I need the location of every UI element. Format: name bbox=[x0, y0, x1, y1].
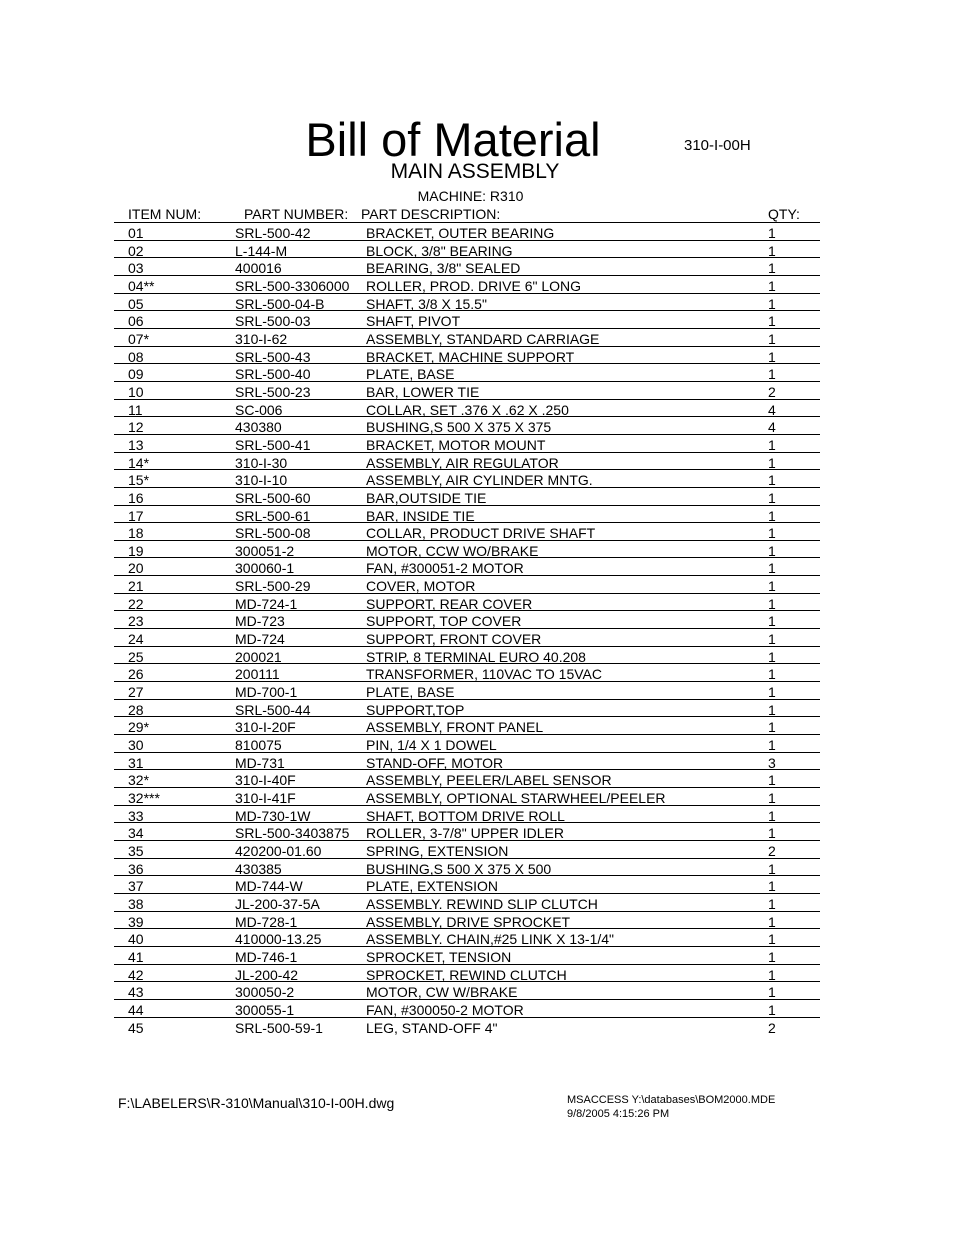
table-row bbox=[114, 400, 820, 418]
part-number-cell: 300051-2 bbox=[235, 542, 295, 559]
qty-cell: 1 bbox=[768, 807, 776, 824]
part-description-cell: SHAFT, BOTTOM DRIVE ROLL bbox=[366, 807, 565, 824]
table-row bbox=[114, 576, 820, 594]
qty-cell: 1 bbox=[768, 472, 776, 489]
part-number-cell: SRL-500-43 bbox=[235, 348, 311, 365]
part-description-cell: SPROCKET, REWIND CLUTCH bbox=[366, 966, 567, 983]
part-number-cell: 310-I-20F bbox=[235, 719, 296, 736]
part-number-header: PART NUMBER: bbox=[244, 206, 349, 222]
item-num-cell: 10 bbox=[128, 383, 144, 400]
part-description-cell: BAR, INSIDE TIE bbox=[366, 507, 475, 524]
table-row bbox=[114, 700, 820, 718]
part-description-cell: ASSEMBLY. REWIND SLIP CLUTCH bbox=[366, 895, 598, 912]
part-number-cell: 420200-01.60 bbox=[235, 842, 322, 859]
item-num-cell: 12 bbox=[128, 419, 144, 436]
item-num-cell: 41 bbox=[128, 948, 144, 965]
part-number-cell: SRL-500-41 bbox=[235, 436, 311, 453]
item-num-cell: 26 bbox=[128, 666, 144, 683]
table-row bbox=[114, 382, 820, 400]
qty-cell: 1 bbox=[768, 931, 776, 948]
item-num-cell: 13 bbox=[128, 436, 144, 453]
part-number-cell: SRL-500-59-1 bbox=[235, 1019, 323, 1036]
table-row bbox=[114, 241, 820, 259]
table-row bbox=[114, 364, 820, 382]
table-row bbox=[114, 664, 820, 682]
part-number-cell: JL-200-37-5A bbox=[235, 895, 320, 912]
part-number-cell: MD-746-1 bbox=[235, 948, 298, 965]
item-num-cell: 17 bbox=[128, 507, 144, 524]
qty-cell: 1 bbox=[768, 525, 776, 542]
qty-cell: 1 bbox=[768, 595, 776, 612]
part-number-cell: MD-731 bbox=[235, 754, 285, 771]
item-num-cell: 07* bbox=[128, 330, 150, 347]
item-num-cell: 18 bbox=[128, 525, 144, 542]
item-num-cell: 04** bbox=[128, 277, 155, 294]
item-num-cell: 32*** bbox=[128, 790, 160, 806]
item-num-cell: 24 bbox=[128, 631, 144, 648]
table-row bbox=[114, 347, 820, 365]
table-row bbox=[114, 453, 820, 471]
table-row bbox=[114, 523, 820, 541]
part-description-cell: SHAFT, PIVOT bbox=[366, 313, 461, 330]
item-num-cell: 25 bbox=[128, 648, 144, 665]
part-description-cell: MOTOR, CCW WO/BRAKE bbox=[366, 542, 539, 559]
part-description-cell: BLOCK, 3/8" BEARING bbox=[366, 242, 513, 259]
part-description-cell: COLLAR, SET .376 X .62 X .250 bbox=[366, 401, 569, 418]
qty-cell: 2 bbox=[768, 1019, 776, 1036]
item-num-cell: 03 bbox=[128, 260, 144, 277]
qty-cell: 1 bbox=[768, 454, 776, 471]
table-row bbox=[114, 311, 820, 329]
qty-cell: 1 bbox=[768, 277, 776, 294]
qty-cell: 4 bbox=[768, 419, 776, 436]
table-row bbox=[114, 629, 820, 647]
item-num-cell: 34 bbox=[128, 825, 144, 842]
part-description-cell: SUPPORT, FRONT COVER bbox=[366, 631, 542, 648]
part-number-cell: 200021 bbox=[235, 648, 282, 665]
part-number-cell: MD-744-W bbox=[235, 878, 303, 895]
table-row bbox=[114, 753, 820, 771]
part-number-cell: SRL-500-08 bbox=[235, 525, 311, 542]
item-num-cell: 39 bbox=[128, 913, 144, 930]
table-row bbox=[114, 541, 820, 559]
bom-table bbox=[114, 222, 820, 1035]
part-description-cell: BEARING, 3/8" SEALED bbox=[366, 260, 521, 277]
table-row bbox=[114, 841, 820, 859]
table-row bbox=[114, 717, 820, 735]
part-description-cell: ASSEMBLY, DRIVE SPROCKET bbox=[366, 913, 571, 930]
qty-cell: 4 bbox=[768, 401, 776, 418]
part-description-cell: SUPPORT, TOP COVER bbox=[366, 613, 522, 630]
table-row bbox=[114, 876, 820, 894]
qty-cell: 1 bbox=[768, 507, 776, 524]
table-row bbox=[114, 329, 820, 347]
item-num-cell: 23 bbox=[128, 613, 144, 630]
item-num-cell: 27 bbox=[128, 684, 144, 701]
part-number-cell: MD-730-1W bbox=[235, 807, 311, 824]
table-row bbox=[114, 258, 820, 276]
table-row bbox=[114, 594, 820, 612]
part-number-cell: SRL-500-61 bbox=[235, 507, 311, 524]
part-number-cell: 810075 bbox=[235, 737, 282, 754]
machine-label: MACHINE: R310 bbox=[417, 188, 524, 204]
table-row bbox=[114, 894, 820, 912]
item-num-cell: 32* bbox=[128, 772, 150, 789]
part-number-cell: SRL-500-42 bbox=[235, 225, 311, 241]
qty-cell: 3 bbox=[768, 754, 776, 771]
table-row bbox=[114, 558, 820, 576]
qty-cell: 1 bbox=[768, 631, 776, 648]
part-description-cell: BAR, LOWER TIE bbox=[366, 383, 480, 400]
part-number-cell: 200111 bbox=[235, 666, 280, 683]
part-description-cell: ASSEMBLY, FRONT PANEL bbox=[366, 719, 544, 736]
qty-cell: 1 bbox=[768, 348, 776, 365]
part-number-cell: SC-006 bbox=[235, 401, 283, 418]
part-number-cell: 430380 bbox=[235, 419, 282, 436]
part-number-cell: SRL-500-3403875 bbox=[235, 825, 350, 842]
item-num-cell: 40 bbox=[128, 931, 144, 948]
qty-cell: 1 bbox=[768, 313, 776, 330]
qty-cell: 2 bbox=[768, 383, 776, 400]
part-description-cell: BRACKET, MOTOR MOUNT bbox=[366, 436, 546, 453]
item-num-cell: 33 bbox=[128, 807, 144, 824]
qty-cell: 1 bbox=[768, 366, 776, 383]
part-number-cell: SRL-500-44 bbox=[235, 701, 311, 718]
table-row bbox=[114, 223, 820, 241]
part-number-cell: MD-728-1 bbox=[235, 913, 298, 930]
table-row bbox=[114, 417, 820, 435]
table-row bbox=[114, 965, 820, 983]
item-num-cell: 38 bbox=[128, 895, 144, 912]
table-row bbox=[114, 982, 820, 1000]
page-title: Bill of Material bbox=[305, 113, 601, 166]
part-number-cell: 430385 bbox=[235, 860, 282, 877]
qty-cell: 1 bbox=[768, 913, 776, 930]
part-number-cell: SRL-500-60 bbox=[235, 489, 311, 506]
part-number-cell: 310-I-10 bbox=[235, 472, 288, 489]
qty-cell: 1 bbox=[768, 666, 776, 683]
part-description-cell: LEG, STAND-OFF 4" bbox=[366, 1019, 498, 1036]
qty-cell: 1 bbox=[768, 648, 776, 665]
part-description-cell: ASSEMBLY, AIR CYLINDER MNTG. bbox=[366, 472, 593, 489]
qty-cell: 1 bbox=[768, 878, 776, 895]
table-row bbox=[114, 912, 820, 930]
part-number-cell: SRL-500-40 bbox=[235, 366, 311, 383]
table-row bbox=[114, 294, 820, 312]
table-row bbox=[114, 806, 820, 824]
qty-cell: 1 bbox=[768, 772, 776, 789]
part-description-cell: ASSEMBLY, PEELER/LABEL SENSOR bbox=[366, 772, 612, 789]
qty-cell: 1 bbox=[768, 948, 776, 965]
part-description-cell: BRACKET, MACHINE SUPPORT bbox=[366, 348, 575, 365]
drawing-file-path: F:\LABELERS\R-310\Manual\310-I-00H.dwg bbox=[118, 1095, 395, 1111]
assembly-subtitle: MAIN ASSEMBLY bbox=[390, 160, 560, 183]
item-num-cell: 36 bbox=[128, 860, 144, 877]
qty-cell: 1 bbox=[768, 436, 776, 453]
qty-cell: 1 bbox=[768, 719, 776, 736]
part-number-cell: SRL-500-23 bbox=[235, 383, 311, 400]
database-info bbox=[567, 1093, 775, 1121]
part-number-cell: MD-724-1 bbox=[235, 595, 298, 612]
item-num-cell: 21 bbox=[128, 578, 144, 595]
item-num-cell: 43 bbox=[128, 984, 144, 1001]
qty-cell: 1 bbox=[768, 1001, 776, 1018]
qty-cell: 1 bbox=[768, 966, 776, 983]
table-row bbox=[114, 947, 820, 965]
part-number-cell: MD-723 bbox=[235, 613, 285, 630]
print-timestamp: 9/8/2005 4:15:26 PM bbox=[567, 1108, 670, 1120]
item-num-cell: 06 bbox=[128, 313, 144, 330]
table-row bbox=[114, 859, 820, 877]
item-num-cell: 09 bbox=[128, 366, 144, 383]
item-num-cell: 02 bbox=[128, 242, 144, 259]
item-num-cell: 45 bbox=[128, 1019, 144, 1036]
item-num-cell: 30 bbox=[128, 737, 144, 754]
qty-cell: 1 bbox=[768, 895, 776, 912]
table-row bbox=[114, 647, 820, 665]
part-description-cell: SPROCKET, TENSION bbox=[366, 948, 512, 965]
item-num-cell: 05 bbox=[128, 295, 144, 312]
table-row bbox=[114, 435, 820, 453]
qty-cell: 1 bbox=[768, 489, 776, 506]
item-num-cell: 16 bbox=[128, 489, 144, 506]
item-num-header: ITEM NUM: bbox=[128, 206, 202, 222]
part-description-cell: PLATE, BASE bbox=[366, 684, 455, 701]
table-row bbox=[114, 470, 820, 488]
part-description-cell: FAN, #300051-2 MOTOR bbox=[366, 560, 524, 577]
part-number-cell: 410000-13.25 bbox=[235, 931, 322, 948]
part-description-cell: TRANSFORMER, 110VAC TO 15VAC bbox=[366, 666, 602, 683]
item-num-cell: 31 bbox=[128, 754, 144, 771]
qty-cell: 1 bbox=[768, 225, 776, 241]
qty-cell: 1 bbox=[768, 790, 776, 806]
qty-cell: 1 bbox=[768, 295, 776, 312]
item-num-cell: 28 bbox=[128, 701, 144, 718]
item-num-cell: 20 bbox=[128, 560, 144, 577]
qty-cell: 1 bbox=[768, 578, 776, 595]
qty-cell: 2 bbox=[768, 842, 776, 859]
document-number: 310-I-00H bbox=[684, 137, 751, 154]
table-row bbox=[114, 1018, 820, 1036]
part-description-cell: SPRING, EXTENSION bbox=[366, 842, 509, 859]
part-number-cell: JL-200-42 bbox=[235, 966, 299, 983]
qty-cell: 1 bbox=[768, 984, 776, 1001]
table-row bbox=[114, 488, 820, 506]
part-description-cell: BAR,OUTSIDE TIE bbox=[366, 489, 487, 506]
part-number-cell: 300060-1 bbox=[235, 560, 295, 577]
item-num-cell: 42 bbox=[128, 966, 144, 983]
item-num-cell: 01 bbox=[128, 225, 144, 241]
item-num-cell: 37 bbox=[128, 878, 144, 895]
part-description-cell: FAN, #300050-2 MOTOR bbox=[366, 1001, 524, 1018]
part-description-cell: SUPPORT, REAR COVER bbox=[366, 595, 533, 612]
qty-cell: 1 bbox=[768, 701, 776, 718]
part-description-cell: ASSEMBLY, OPTIONAL STARWHEEL/PEELER bbox=[366, 790, 666, 806]
table-row bbox=[114, 276, 820, 294]
part-number-cell: SRL-500-3306000 bbox=[235, 277, 350, 294]
part-description-cell: COVER, MOTOR bbox=[366, 578, 476, 595]
part-description-cell: ROLLER, 3-7/8" UPPER IDLER bbox=[366, 825, 564, 842]
part-description-cell: MOTOR, CW W/BRAKE bbox=[366, 984, 518, 1001]
qty-cell: 1 bbox=[768, 542, 776, 559]
qty-cell: 1 bbox=[768, 825, 776, 842]
part-description-cell: BRACKET, OUTER BEARING bbox=[366, 225, 555, 241]
part-description-cell: PLATE, EXTENSION bbox=[366, 878, 498, 895]
part-number-cell: L-144-M bbox=[235, 242, 288, 259]
item-num-cell: 22 bbox=[128, 595, 144, 612]
part-number-cell: MD-724 bbox=[235, 631, 285, 648]
part-description-cell: SHAFT, 3/8 X 15.5" bbox=[366, 295, 487, 312]
qty-header: QTY: bbox=[768, 206, 800, 222]
part-number-cell: 400016 bbox=[235, 260, 282, 277]
qty-cell: 1 bbox=[768, 560, 776, 577]
table-row bbox=[114, 682, 820, 700]
qty-cell: 1 bbox=[768, 613, 776, 630]
part-number-cell: 310-I-30 bbox=[235, 454, 288, 471]
table-row bbox=[114, 823, 820, 841]
part-number-cell: SRL-500-04-B bbox=[235, 295, 325, 312]
table-row bbox=[114, 611, 820, 629]
table-row bbox=[114, 770, 820, 788]
part-description-cell: COLLAR, PRODUCT DRIVE SHAFT bbox=[366, 525, 596, 542]
item-num-cell: 14* bbox=[128, 454, 150, 471]
part-description-cell: SUPPORT,TOP bbox=[366, 701, 465, 718]
item-num-cell: 08 bbox=[128, 348, 144, 365]
part-description-cell: ASSEMBLY, STANDARD CARRIAGE bbox=[366, 330, 600, 347]
part-description-cell: BUSHING,S 500 X 375 X 500 bbox=[366, 860, 552, 877]
qty-cell: 1 bbox=[768, 330, 776, 347]
qty-cell: 1 bbox=[768, 260, 776, 277]
part-number-cell: SRL-500-03 bbox=[235, 313, 311, 330]
item-num-cell: 35 bbox=[128, 842, 144, 859]
qty-cell: 1 bbox=[768, 737, 776, 754]
part-number-cell: 300055-1 bbox=[235, 1001, 295, 1018]
part-description-cell: STAND-OFF, MOTOR bbox=[366, 754, 504, 771]
item-num-cell: 11 bbox=[128, 401, 143, 418]
part-description-header: PART DESCRIPTION: bbox=[361, 206, 501, 222]
part-description-cell: PIN, 1/4 X 1 DOWEL bbox=[366, 737, 497, 754]
part-number-cell: 310-I-40F bbox=[235, 772, 296, 789]
part-number-cell: 300050-2 bbox=[235, 984, 295, 1001]
part-number-cell: SRL-500-29 bbox=[235, 578, 311, 595]
column-headers bbox=[0, 205, 954, 223]
part-number-cell: 310-I-62 bbox=[235, 330, 288, 347]
table-row bbox=[114, 788, 820, 806]
item-num-cell: 19 bbox=[128, 542, 144, 559]
part-description-cell: PLATE, BASE bbox=[366, 366, 455, 383]
part-description-cell: STRIP, 8 TERMINAL EURO 40.208 bbox=[366, 648, 586, 665]
part-description-cell: ASSEMBLY, AIR REGULATOR bbox=[366, 454, 559, 471]
database-source: MSACCESS Y:\databases\BOM2000.MDE bbox=[567, 1094, 776, 1106]
table-row bbox=[114, 506, 820, 524]
item-num-cell: 15* bbox=[128, 472, 150, 489]
table-row bbox=[114, 1000, 820, 1018]
part-number-cell: 310-I-41F bbox=[235, 790, 296, 806]
part-description-cell: BUSHING,S 500 X 375 X 375 bbox=[366, 419, 552, 436]
item-num-cell: 29* bbox=[128, 719, 150, 736]
item-num-cell: 44 bbox=[128, 1001, 144, 1018]
qty-cell: 1 bbox=[768, 242, 776, 259]
qty-cell: 1 bbox=[768, 684, 776, 701]
part-description-cell: ASSEMBLY. CHAIN,#25 LINK X 13-1/4" bbox=[366, 931, 615, 948]
table-row bbox=[114, 929, 820, 947]
part-description-cell: ROLLER, PROD. DRIVE 6" LONG bbox=[366, 277, 582, 294]
qty-cell: 1 bbox=[768, 860, 776, 877]
table-row bbox=[114, 735, 820, 753]
part-number-cell: MD-700-1 bbox=[235, 684, 298, 701]
